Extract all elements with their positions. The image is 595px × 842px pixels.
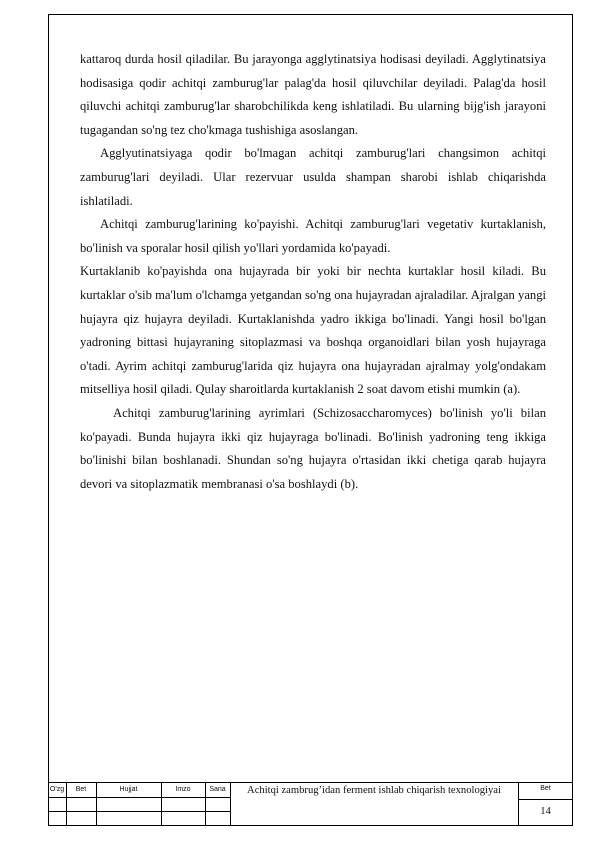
document-title: Achitqi zambrug’idan ferment ishlab chiqarish texnologiyai — [247, 785, 501, 796]
paragraph-kurtaklanib: Kurtaklanib ko'payishda ona hujayrada bir yoki bir nechta kurtaklar hosil kiladi. Bu kurtaklar o'sib ma'lum o'lchamga yetgandan so'ng ona hujayradan ajraladilar. Ajralgan yangi hujayra qiz hujayra deyiladi. Kurtaklanishda yadro ikkiga bo'linadi. Yangi hosil bo'lgan yadroning bittasi hujayraning sitoplazmasi va boshqa organoidlari bilan yosh hujayraga o'tadi. Ayrim achitqi zamburug'larida qiz hujayra ona hujayradan ajralmay yolg'ondakam mitselliya hosil qiladi. Qulay sharoitlarda kurtaklanish 2 soat davom etishi mumkin (a). — [80, 264, 546, 397]
paragraph-changsimon: Agglyutinatsiyaga qodir bo'lmagan achitqi zamburug'lari changsimon achitqi zamburug'lari deyiladi. Ular rezervuar usulda shampan sharobi ishlab chiqarishda ishlatiladi. — [80, 146, 546, 208]
stamp-bet-label: Bet — [540, 785, 551, 792]
stamp-col-bet: Bet — [75, 786, 87, 793]
paragraph-continuation: kattaroq durda hosil qiladilar. Bu jarayonga agglytinatsiya hodisasi deyiladi. Agglytinatsiya hodisasiga qodir achitqi zamburug'lar palag'da hosil qiluvchilar deyiladi. Palag'da hosil qiluvchi achitqi zamburug'lar sharobchilikda keng ishlatiladi. Bu ularning bijg'ish jarayoni tugagandan so'ng tez cho'kmaga tushishiga asoslangan. — [80, 52, 546, 137]
body-text — [80, 48, 546, 496]
stamp-col-imzo: Imzo — [175, 786, 191, 793]
paragraph-kopayishi: Achitqi zamburug'larining ko'payishi. Achitqi zamburug'lari vegetativ kurtaklanish, bo'linish va sporalar hosil qilish yo'llari yordamida ko'payadi. — [80, 217, 546, 255]
page-number: 14 — [540, 806, 551, 817]
stamp-col-ozg: O'zg — [49, 786, 65, 793]
stamp-col-hujjat: Hujjat — [119, 786, 138, 793]
paragraph-bolinish: Achitqi zamburug'larining ayrimlari (Schizosaccharomyces) bo'linish yo'li bilan ko'payadi. Bunda hujayra ikki qiz hujayraga bo'linadi. Bo'linish yadroning teng ikkiga bo'linishi bilan boshlanadi. Shundan so'ng hujayra o'rtasidan ikki chetiga qarab hujayra devori va sitoplazmatik membranasi o'sa boshlaydi (b). — [80, 405, 546, 491]
stamp-col-sana: Sana — [209, 786, 226, 793]
title-block-stamp — [48, 782, 573, 826]
